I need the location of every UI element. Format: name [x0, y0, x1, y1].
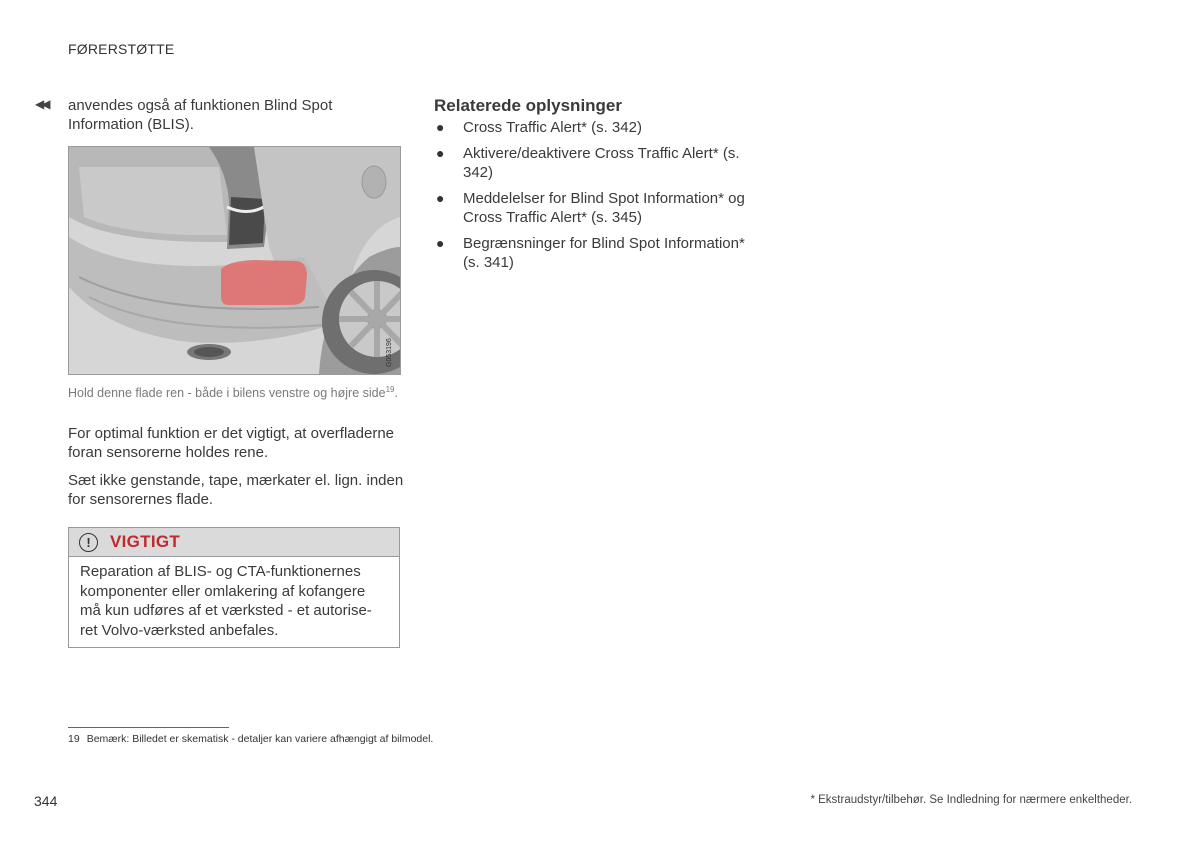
bullet-icon: ●: [436, 119, 445, 135]
bullet-icon: ●: [436, 235, 445, 251]
intro-text: anvendes også af funktionen Blind Spot Information (BLIS).: [68, 97, 333, 133]
paragraph-no-objects: Sæt ikke genstande, tape, mærkater el. lign. inden for sensorernes flade.: [68, 472, 404, 508]
notice-body: Reparation af BLIS- og CTA-funktionernes komponenter eller omlakering af kofangere må kun udføres af et værksted - et autorise-ret Volvo-værksted anbefales.: [80, 563, 372, 639]
notice-header: [69, 528, 399, 557]
related-info-list: [434, 118, 764, 279]
accessory-footer-note: * Ekstraudstyr/tilbehør. Se Indledning for nærmere enkeltheder.: [810, 794, 1132, 806]
page-number: 344: [34, 793, 58, 809]
figure-caption: Hold denne flade ren - både i bilens venstre og højre side$^{19}$.: [68, 385, 398, 401]
bullet-icon: ●: [436, 190, 445, 206]
related-link-blis-limitations[interactable]: ● Begrænsninger for Blind Spot Information* (s. 341): [436, 235, 745, 271]
related-link-activate-cta[interactable]: ● Aktivere/deaktivere Cross Traffic Alert* (s. 342): [436, 145, 740, 181]
image-code-label: G053196: [386, 338, 393, 367]
related-info-heading: Relaterede oplysninger: [434, 96, 623, 115]
section-header: FØRERSTØTTE: [68, 41, 175, 57]
car-rear-illustration: [68, 146, 401, 375]
caption-footnote-ref: 19: [385, 385, 395, 394]
notice-title: VIGTIGT: [110, 532, 181, 551]
continued-arrow-icon: ◀◀: [35, 97, 48, 111]
footnote-divider: [68, 727, 229, 728]
caption-text: Hold denne flade ren - både i bilens venstre og højre side: [68, 386, 386, 401]
footnote-number: 19: [68, 733, 80, 745]
related-link-messages-blis-cta[interactable]: ● Meddelelser for Blind Spot Information* og Cross Traffic Alert* (s. 345): [436, 190, 745, 226]
important-notice-box: [68, 527, 400, 648]
related-link-cross-traffic-alert[interactable]: ● Cross Traffic Alert* (s. 342): [436, 119, 642, 136]
bullet-icon: ●: [436, 145, 445, 161]
paragraph-clean-surfaces: For optimal funktion er det vigtigt, at overfladerne foran sensorerne holdes rene.: [68, 425, 395, 461]
exclamation-circle-icon: !: [79, 533, 98, 552]
footnote: [68, 733, 433, 745]
footnote-text: Bemærk: Billedet er skematisk - detaljer kan variere afhængigt af bilmodel.: [86, 733, 434, 745]
